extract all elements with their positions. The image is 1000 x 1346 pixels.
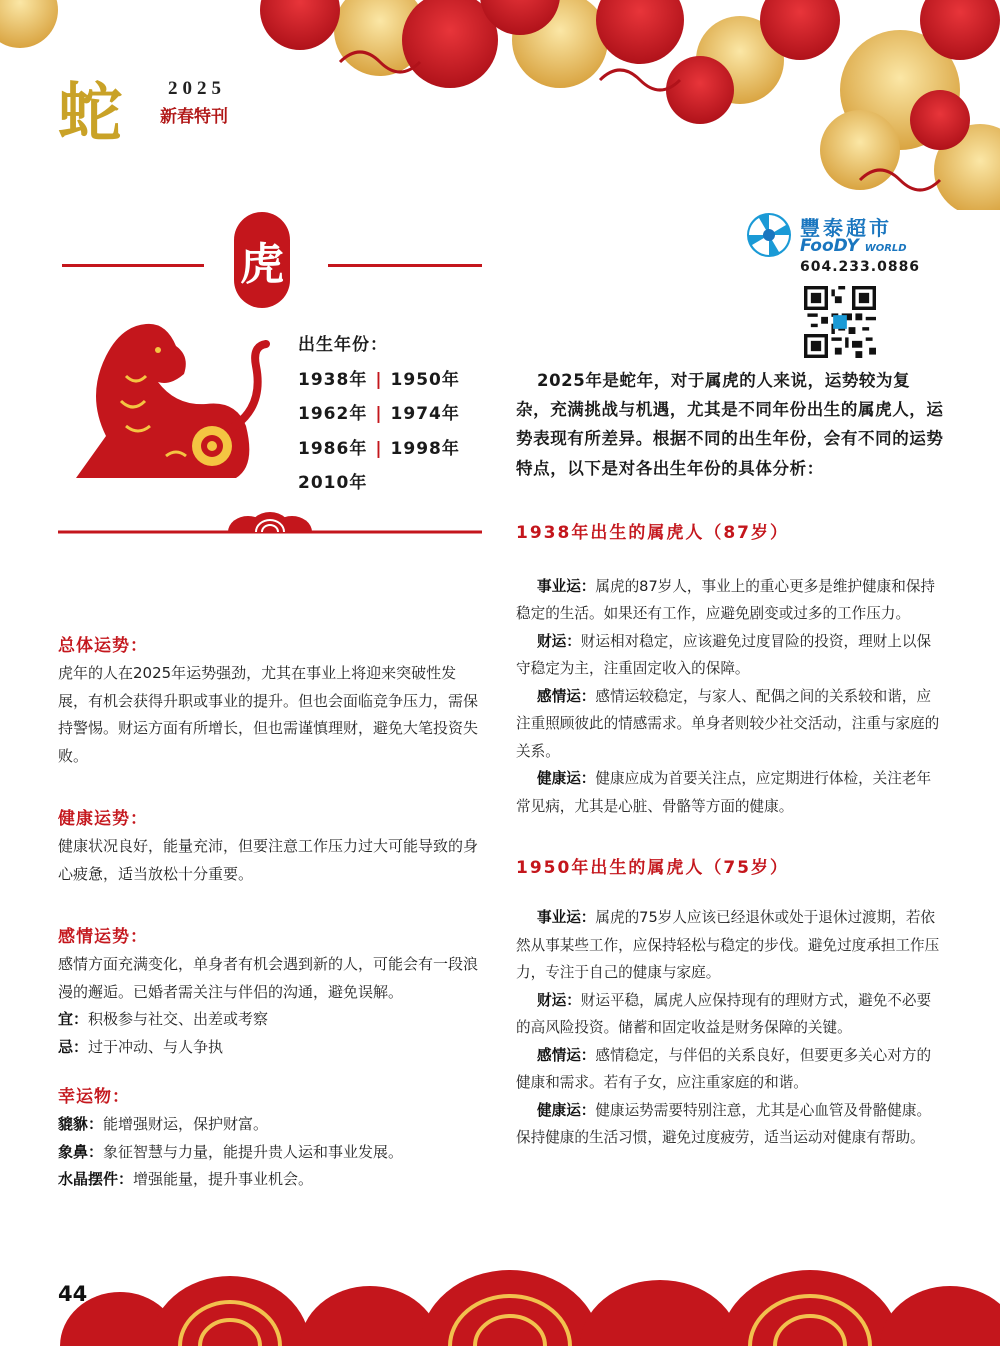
- birth-years-row: [298, 397, 498, 432]
- lucky-item-name: 水晶摆件：: [58, 1170, 134, 1188]
- qr-code-icon: [804, 286, 876, 358]
- fortune-item-career: [516, 573, 944, 628]
- birth-years-row: [298, 432, 498, 467]
- fortune-label: 感情运：: [537, 1046, 596, 1064]
- fortune-text: 健康应成为首要关注点，应定期进行体检，关注老年常见病，尤其是心脏、骨骼等方面的健康。: [516, 770, 932, 815]
- masthead-year: 2025: [168, 78, 226, 99]
- lucky-item-desc: 能增强财运，保护财富。: [103, 1115, 269, 1133]
- header-rule-right: [328, 264, 482, 267]
- sponsor-name-en-small: WORLD: [864, 243, 907, 254]
- group-title-1938: 1938年出生的属虎人（87岁）: [516, 522, 789, 543]
- lucky-item: [58, 1111, 486, 1139]
- dont-advice: [58, 1034, 486, 1062]
- section-title-lucky: 幸运物：: [58, 1087, 130, 1107]
- sponsor-name-en: [800, 236, 907, 256]
- sponsor-name-en-main: FooDY: [800, 236, 859, 256]
- header-rule-left: [62, 264, 204, 267]
- fortune-text: 属虎的87岁人，事业上的重心更多是维护健康和保持稳定的生活。如果还有工作，应避免剧变或过多的工作压力。: [516, 577, 936, 623]
- snake-calligraphy: 蛇: [58, 76, 122, 151]
- birth-year: 1998年: [390, 438, 460, 459]
- birth-year: 2010年: [298, 473, 368, 493]
- lucky-item-name: 貔貅：: [58, 1115, 104, 1133]
- sponsor-name-cn: 豐泰超市: [800, 216, 892, 240]
- fortune-item-love: [516, 1042, 944, 1097]
- do-text: 积极参与社交、出差或考察: [88, 1010, 269, 1028]
- fortune-label: 事业运：: [537, 909, 596, 927]
- birth-year: 1974年: [390, 404, 460, 424]
- masthead-title: 新春特刊: [160, 107, 228, 127]
- love-fortune-text: 感情方面充满变化，单身者有机会遇到新的人，可能会有一段浪漫的邂逅。已婚者需关注与伴侣的沟通，避免误解。: [58, 955, 479, 1001]
- tiger-illustration: [66, 316, 278, 482]
- fortune-text: 感情运较稳定，与家人、配偶之间的关系较和谐，应注重照顾彼此的情感需求。单身者则较少社交活动，注重与家庭的关系。: [516, 687, 940, 760]
- fortune-item-health: [516, 765, 944, 820]
- birth-years-row: [298, 363, 498, 398]
- section-title-overall: 总体运势：: [58, 636, 148, 656]
- fortune-item-wealth: [516, 628, 944, 683]
- sponsor-phone: 604.233.0886: [800, 259, 921, 275]
- birth-year: 1938年: [298, 369, 368, 390]
- tiger-seal: 虎: [234, 212, 290, 308]
- lucky-item-name: 象鼻：: [58, 1142, 104, 1161]
- section-title-love: 感情运势：: [58, 927, 148, 947]
- birth-year: 1950年: [390, 369, 460, 390]
- group-title-1950: 1950年出生的属虎人（75岁）: [516, 858, 789, 879]
- fortune-label: 感情运：: [537, 687, 596, 705]
- year-separator: |: [375, 369, 383, 390]
- birth-year: 1962年: [298, 404, 368, 424]
- fortune-label: 健康运：: [537, 1101, 596, 1119]
- do-advice: [58, 1006, 486, 1034]
- sponsor-block: [746, 208, 946, 358]
- dont-label: 忌：: [58, 1037, 89, 1056]
- group-1938-items: [516, 573, 944, 821]
- section-title-health: 健康运势：: [58, 809, 148, 829]
- fortune-text: 财运相对稳定，应该避免过度冒险的投资，理财上以保守稳定为主，注重固定收入的保障。: [516, 632, 932, 678]
- fortune-label: 事业运：: [537, 577, 596, 595]
- do-label: 宜：: [58, 1010, 89, 1028]
- birth-years-label: 出生年份：: [298, 335, 388, 355]
- group-1950-items: [516, 904, 944, 1152]
- lucky-item: [58, 1166, 486, 1194]
- intro-paragraph: 2025年是蛇年，对于属虎的人来说，运势较为复杂，充满挑战与机遇，尤其是不同年份出生的属虎人，运势表现有所差异。根据不同的出生年份，会有不同的运势特点，以下是对各出生年份的具体分析：: [516, 371, 944, 478]
- fortune-item-health: [516, 1097, 944, 1152]
- wave-divider: [58, 508, 482, 548]
- birth-years: [298, 328, 498, 501]
- left-column: [58, 632, 486, 1194]
- lucky-item: [58, 1139, 486, 1167]
- fortune-label: 财运：: [537, 991, 581, 1009]
- fortune-item-wealth: [516, 987, 944, 1042]
- foody-world-logo-icon: [746, 212, 792, 258]
- fortune-label: 财运：: [537, 632, 581, 650]
- lucky-item-desc: 增强能量，提升事业机会。: [133, 1170, 314, 1188]
- right-column: [516, 366, 944, 1152]
- fortune-text: 财运平稳，属虎人应保持现有的理财方式，避免不必要的高风险投资。储蓄和固定收益是财务保障的关键。: [516, 991, 932, 1037]
- page-number: 44: [58, 1282, 88, 1306]
- year-separator: |: [375, 404, 383, 424]
- overall-fortune-text: 虎年的人在2025年运势强劲，尤其在事业上将迎来突破性发展，有机会获得升职或事业的提升。但也会面临竞争压力，需保持警惕。财运方面有所增长，但也需谨慎理财，避免大笔投资失败。: [58, 664, 479, 765]
- fortune-item-love: [516, 683, 944, 766]
- fortune-text: 健康运势需要特别注意，尤其是心血管及骨骼健康。保持健康的生活习惯，避免过度疲劳，适当运动对健康有帮助。: [516, 1101, 932, 1147]
- masthead: [58, 76, 258, 151]
- fortune-text: 感情稳定，与伴侣的关系良好，但要更多关心对方的健康和需求。若有子女，应注重家庭的和谐。: [516, 1046, 932, 1092]
- bottom-wave-decoration: [0, 1262, 1000, 1346]
- year-separator: |: [375, 438, 383, 459]
- dont-text: 过于冲动、与人争执: [88, 1037, 224, 1056]
- fortune-label: 健康运：: [537, 770, 596, 788]
- fortune-item-career: [516, 904, 944, 987]
- birth-year: 1986年: [298, 438, 368, 459]
- lucky-item-desc: 象征智慧与力量，能提升贵人运和事业发展。: [103, 1142, 404, 1161]
- fortune-text: 属虎的75岁人应该已经退休或处于退休过渡期，若依然从事某些工作，应保持轻松与稳定的步伐。避免过度承担工作压力，专注于自己的健康与家庭。: [516, 909, 940, 982]
- health-fortune-text: 健康状况良好，能量充沛，但要注意工作压力过大可能导致的身心疲惫，适当放松十分重要。: [58, 837, 479, 883]
